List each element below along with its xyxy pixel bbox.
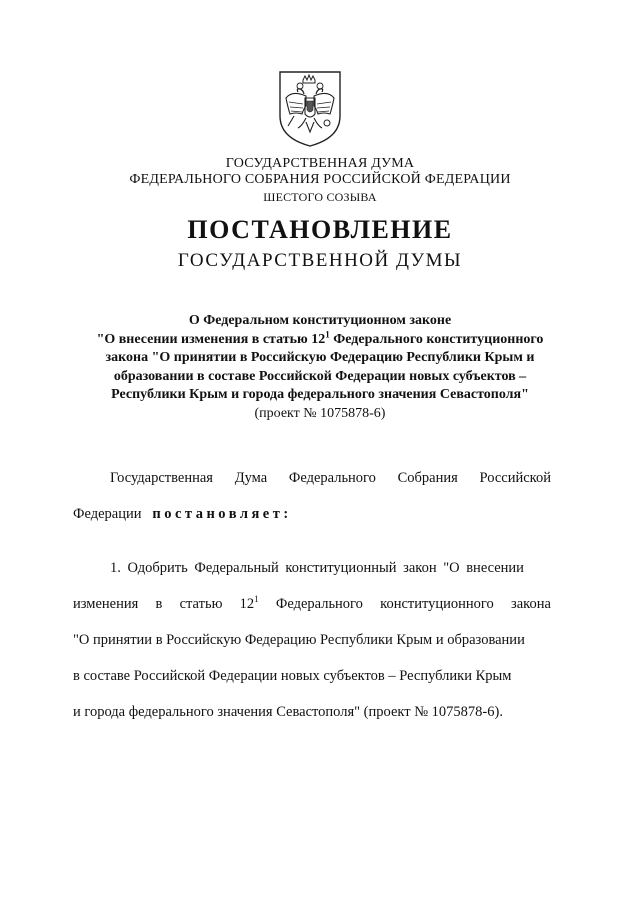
clause-line: "О принятии в Российскую Федерацию Республики Крым и образовании: [73, 632, 525, 648]
document-type-title: ПОСТАНОВЛЕНИЕ: [187, 215, 453, 244]
resolution-verb: постановляет:: [152, 506, 292, 522]
clause-word: конституционного: [380, 596, 494, 612]
superscript: 1: [325, 328, 330, 339]
clause-text: 1. Одобрить Федеральный конституционный закон "О внесении: [110, 560, 524, 576]
subject-line-text: Федерального конституционного: [329, 331, 544, 347]
subject-line: образовании в составе Российской Федерации новых субъектов –: [113, 368, 527, 384]
subject-line: [60, 328, 580, 350]
header-line-duma: ГОСУДАРСТВЕННАЯ ДУМА: [225, 156, 415, 171]
subject-line: закона "О принятии в Российскую Федерацию Республики Крым и: [105, 350, 535, 365]
superscript: 1: [254, 594, 259, 605]
subject-block: [60, 312, 580, 423]
clause-word: Федерального: [275, 596, 363, 612]
subject-line: Республики Крым и города федерального значения Севастополя": [111, 387, 529, 402]
clause-word: в: [155, 596, 163, 612]
project-number: (проект № 1075878-6): [254, 405, 386, 421]
clause-line: и города федерального значения Севастополя" (проект № 1075878-6).: [73, 704, 503, 720]
clause-word: [240, 596, 259, 613]
header-line-convocation: ШЕСТОГО СОЗЫВА: [263, 190, 377, 204]
clause-line: [110, 560, 551, 577]
clause-word: статью: [179, 596, 223, 612]
preamble-line: [73, 506, 551, 523]
clause-word: изменения: [73, 596, 139, 612]
article-number: 12: [239, 596, 255, 612]
preamble-line: [110, 470, 551, 487]
preamble-word: Государственная: [110, 470, 213, 486]
preamble-word: Собрания: [397, 470, 458, 486]
subject-line: О Федеральном конституционном законе: [188, 313, 452, 328]
preamble-word: Дума: [234, 470, 268, 486]
subject-line-text: "О внесении изменения в статью 12: [96, 331, 326, 347]
document-issuer-title: ГОСУДАРСТВЕННОЙ ДУМЫ: [177, 250, 463, 271]
clause-line: [73, 596, 551, 613]
clause-line: в составе Российской Федерации новых субъектов – Республики Крым: [73, 668, 512, 684]
preamble-word: Федерального: [288, 470, 376, 486]
header-line-assembly: ФЕДЕРАЛЬНОГО СОБРАНИЯ РОССИЙСКОЙ ФЕДЕРАЦИИ: [129, 172, 511, 187]
preamble-word: Российской: [479, 470, 551, 486]
preamble-word: Федерации: [73, 506, 142, 522]
clause-word: закона: [511, 596, 551, 612]
coat-of-arms-icon: [276, 68, 344, 148]
